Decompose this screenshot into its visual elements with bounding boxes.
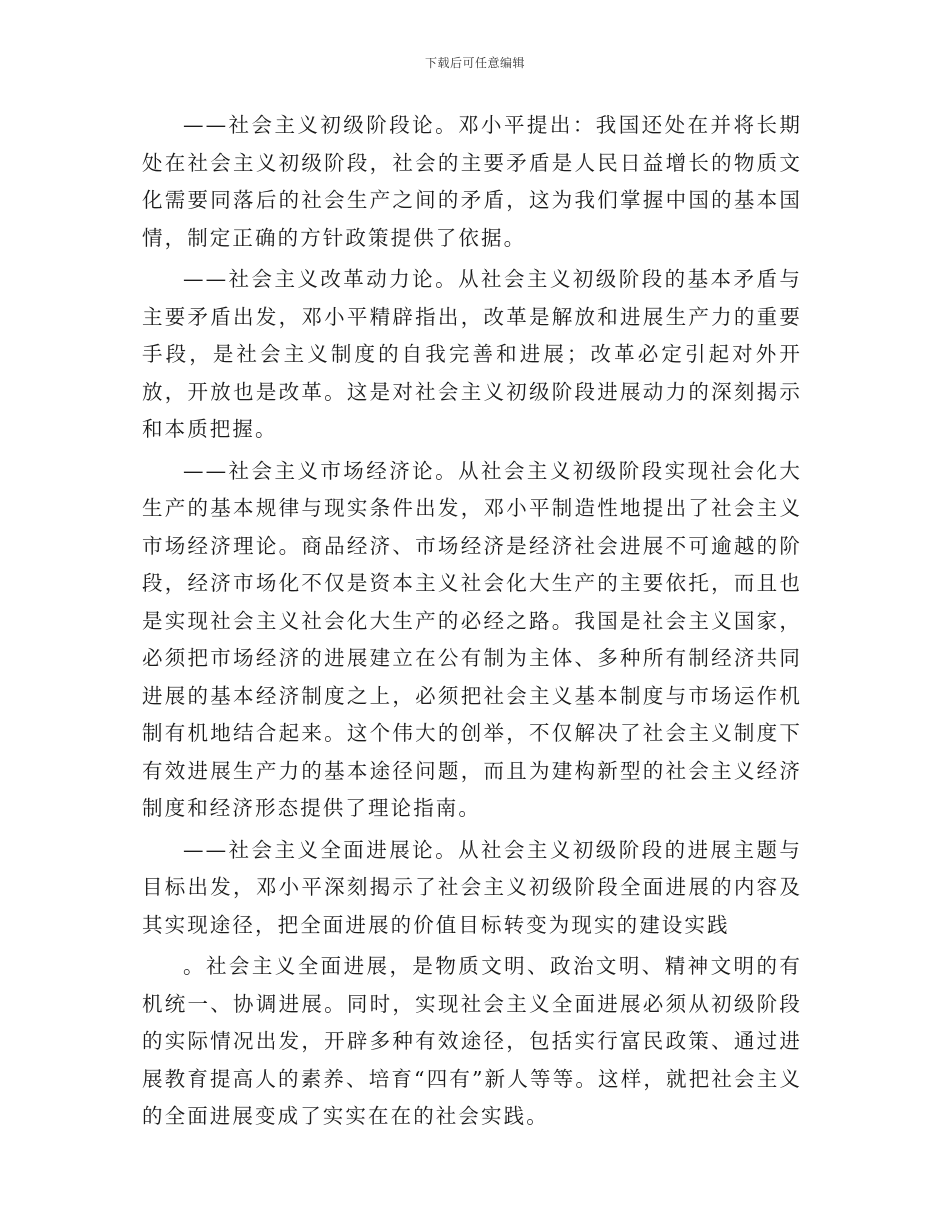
paragraph-primary-stage: ——社会主义初级阶段论。邓小平提出：我国还处在并将长期处在社会主义初级阶段，社会的主要矛盾是人民日益增长的物质文化需要同落后的社会生产之间的矛盾，这为我们掌握中国的基本国情，制定正确的方针政策提供了依据。 — [142, 113, 802, 250]
paragraph-comprehensive-development: ——社会主义全面进展论。从社会主义初级阶段的进展主题与目标出发，邓小平深刻揭示了社会主义初级阶段全面进展的内容及其实现途径，把全面进展的价值目标转变为现实的建设实践 — [142, 837, 802, 937]
page-header: 下载后可任意编辑 — [424, 56, 525, 70]
paragraph-market-economy: ——社会主义市场经济论。从社会主义初级阶段实现社会化大生产的基本规律与现实条件出发，邓小平制造性地提出了社会主义市场经济理论。商品经济、市场经济是经济社会进展不可逾越的阶段，经济市场化不仅是资本主义社会化大生产的主要依托，而且也是实现社会主义社会化大生产的必经之路。我国是社会主义国家，必须把市场经济的进展建立在公有制为主体、多种所有制经济共同进展的基本经济制度之上，必须把社会主义基本制度与市场运作机制有机地结合起来。这个伟大的创举，不仅解决了社会主义制度下有效进展生产力的基本途径问题，而且为建构新型的社会主义经济制度和经济形态提供了理论指南。 — [142, 458, 802, 820]
paragraph-reform-motive: ——社会主义改革动力论。从社会主义初级阶段的基本矛盾与主要矛盾出发，邓小平精辟指出，改革是解放和进展生产力的重要手段，是社会主义制度的自我完善和进展；改革必定引起对外开放，开放也是改革。这是对社会主义初级阶段进展动力的深刻揭示和本质把握。 — [142, 267, 802, 441]
paragraph-comprehensive-development-continued: 。社会主义全面进展，是物质文明、政治文明、精神文明的有机统一、协调进展。同时，实现社会主义全面进展必须从初级阶段的实际情况出发，开辟多种有效途径，包括实行富民政策、通过进展教育提高人的素养、培育“四有”新人等等。这样，就把社会主义的全面进展变成了实实在在的社会实践。 — [142, 954, 802, 1128]
document-body — [142, 107, 802, 1136]
